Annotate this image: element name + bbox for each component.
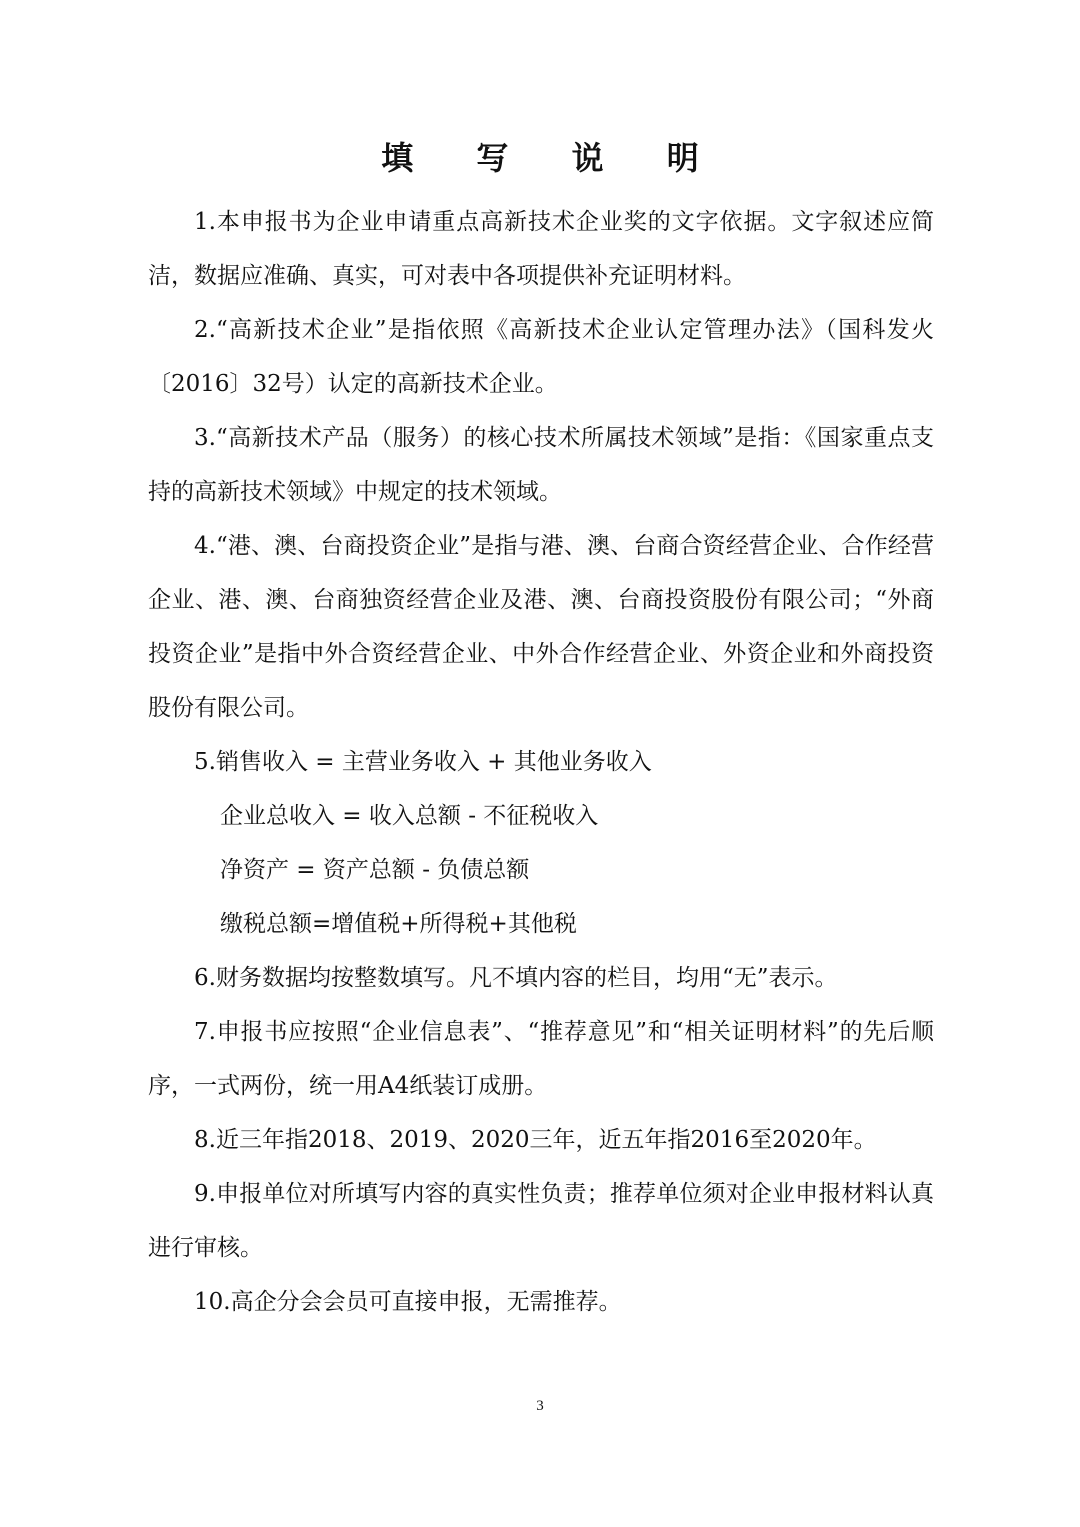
instruction-paragraph-7: 7.申报书应按照“企业信息表”、“推荐意见”和“相关证明材料”的先后顺序，一式两份，统一用A4纸装订成册。 <box>148 1019 934 1099</box>
instruction-paragraph-10: 10.高企分会会员可直接申报，无需推荐。 <box>194 1289 622 1315</box>
page-number: 3 <box>536 1398 544 1414</box>
page-title: 填 写 说 明 <box>381 139 725 177</box>
instruction-paragraph-9: 9.申报单位对所填写内容的真实性负责；推荐单位须对企业申报材料认真进行审核。 <box>148 1181 934 1261</box>
instruction-paragraph-6: 6.财务数据均按整数填写。凡不填内容的栏目，均用“无”表示。 <box>194 965 838 991</box>
formula-net-assets: 净资产 = 资产总额 - 负债总额 <box>220 857 530 883</box>
instruction-paragraph-5: 5.销售收入 = 主营业务收入 + 其他业务收入 <box>194 749 652 775</box>
instruction-paragraph-4: 4.“港、澳、台商投资企业”是指与港、澳、台商合资经营企业、合作经营企业、港、澳、台商独资经营企业及港、澳、台商投资股份有限公司；“外商投资企业”是指中外合资经营企业、中外合作经营企业、外资企业和外商投资股份有限公司。 <box>148 533 934 721</box>
instructions-body <box>148 195 934 1329</box>
instruction-paragraph-2: 2.“高新技术企业”是指依照《高新技术企业认定管理办法》（国科发火〔2016〕32号）认定的高新技术企业。 <box>148 317 934 397</box>
instruction-paragraph-8: 8.近三年指2018、2019、2020三年，近五年指2016至2020年。 <box>194 1127 877 1153</box>
formula-total-income: 企业总收入 = 收入总额 - 不征税收入 <box>220 803 599 829</box>
formula-total-tax: 缴税总额=增值税+所得税+其他税 <box>220 911 577 937</box>
instruction-paragraph-1: 1.本申报书为企业申请重点高新技术企业奖的文字依据。文字叙述应简洁，数据应准确、真实，可对表中各项提供补充证明材料。 <box>148 209 934 289</box>
instruction-paragraph-3: 3.“高新技术产品（服务）的核心技术所属技术领域”是指：《国家重点支持的高新技术领域》中规定的技术领域。 <box>148 425 934 505</box>
